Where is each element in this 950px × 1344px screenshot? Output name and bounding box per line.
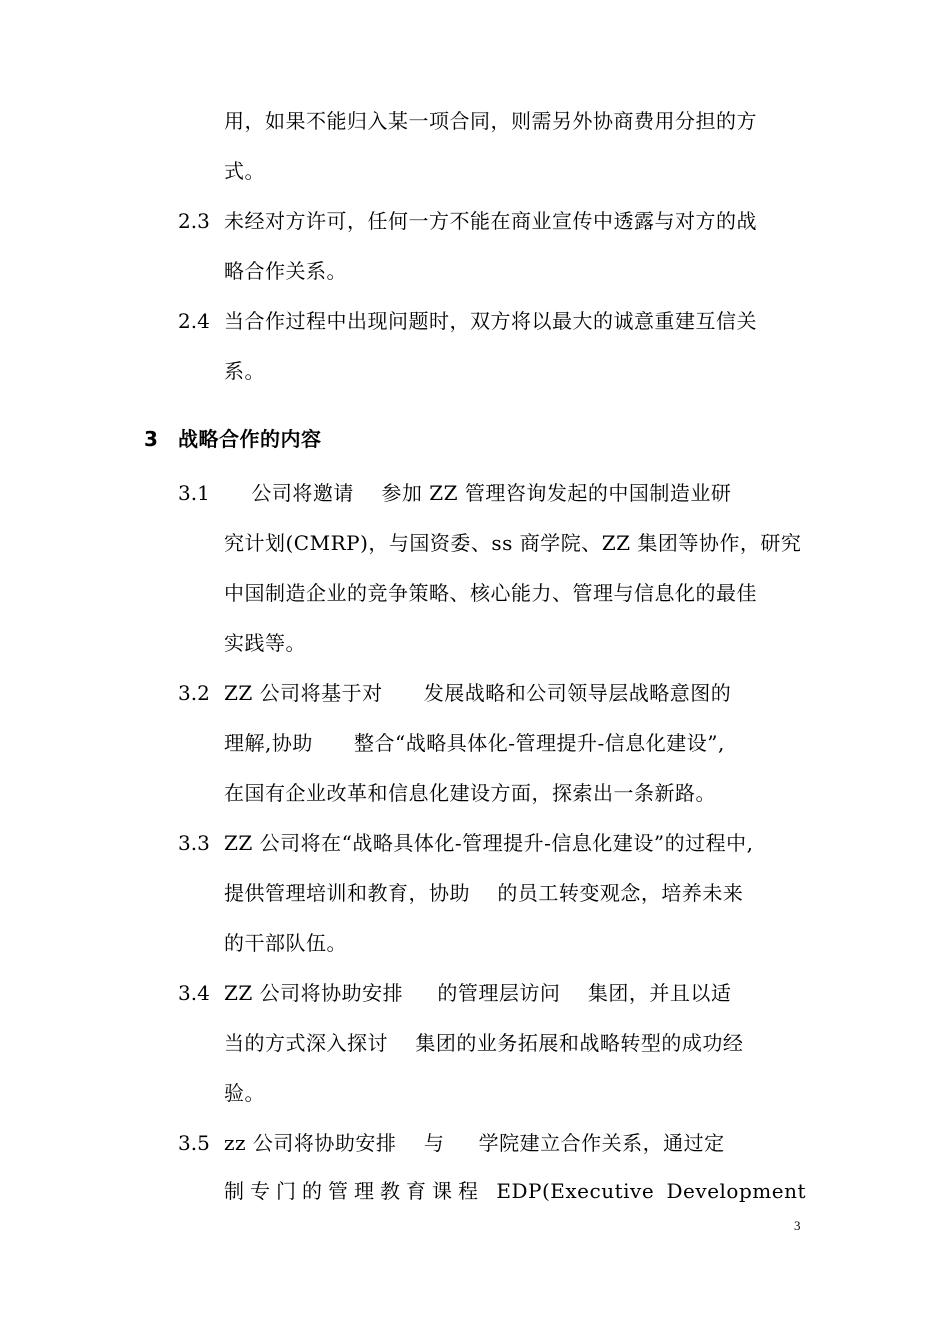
text-line: 用，如果不能归入某一项合同，则需另外协商费用分担的方 [224, 109, 757, 133]
text-line: 当的方式深入探讨 集团的业务拓展和战略转型的成功经 [224, 1031, 744, 1055]
text-line: ZZ 公司将在“战略具体化-管理提升-信息化建设”的过程中, [224, 831, 754, 855]
text-line: 究计划(CMRP)，与国资委、ss 商学院、ZZ 集团等协作，研究 [224, 531, 802, 555]
text-line: 系。 [224, 359, 265, 383]
clause-number: 3.5 [178, 1131, 210, 1155]
page-number: 3 [794, 1218, 801, 1233]
clause-number: 3.2 [178, 681, 210, 705]
text-line: 在国有企业改革和信息化建设方面，探索出一条新路。 [224, 781, 716, 805]
clause-number: 3.1 [178, 481, 210, 505]
text-line: 当合作过程中出现问题时，双方将以最大的诚意重建互信关 [224, 309, 757, 333]
text-line: 验。 [224, 1081, 265, 1105]
section-number: 3 [144, 427, 159, 451]
text-line: 中国制造企业的竞争策略、核心能力、管理与信息化的最佳 [224, 581, 757, 605]
clause-number: 2.3 [178, 209, 210, 233]
text-line: 公司将邀请 参加 ZZ 管理咨询发起的中国制造业研 [224, 481, 732, 505]
text-line: zz 公司将协助安排 与 学院建立合作关系，通过定 [224, 1131, 725, 1155]
clause-number: 2.4 [178, 309, 210, 333]
clause-number: 3.4 [178, 981, 210, 1005]
text-line: 制专门的管理教育课程 EDP(Executive Development [224, 1179, 806, 1203]
section-title: 战略合作的内容 [178, 427, 322, 451]
text-line: 提供管理培训和教育，协助 的员工转变观念，培养未来 [224, 881, 744, 905]
text-line: ZZ 公司将协助安排 的管理层访问 集团，并且以适 [224, 981, 732, 1005]
text-line: ZZ 公司将基于对 发展战略和公司领导层战略意图的 [224, 681, 732, 705]
clause-number: 3.3 [178, 831, 210, 855]
text-line: 实践等。 [224, 631, 306, 655]
text-line: 略合作关系。 [224, 259, 347, 283]
text-line: 未经对方许可，任何一方不能在商业宣传中透露与对方的战 [224, 209, 757, 233]
text-line: 式。 [224, 159, 265, 183]
text-line: 理解,协助 整合“战略具体化-管理提升-信息化建设”, [224, 731, 725, 755]
text-line: 的干部队伍。 [224, 931, 347, 955]
